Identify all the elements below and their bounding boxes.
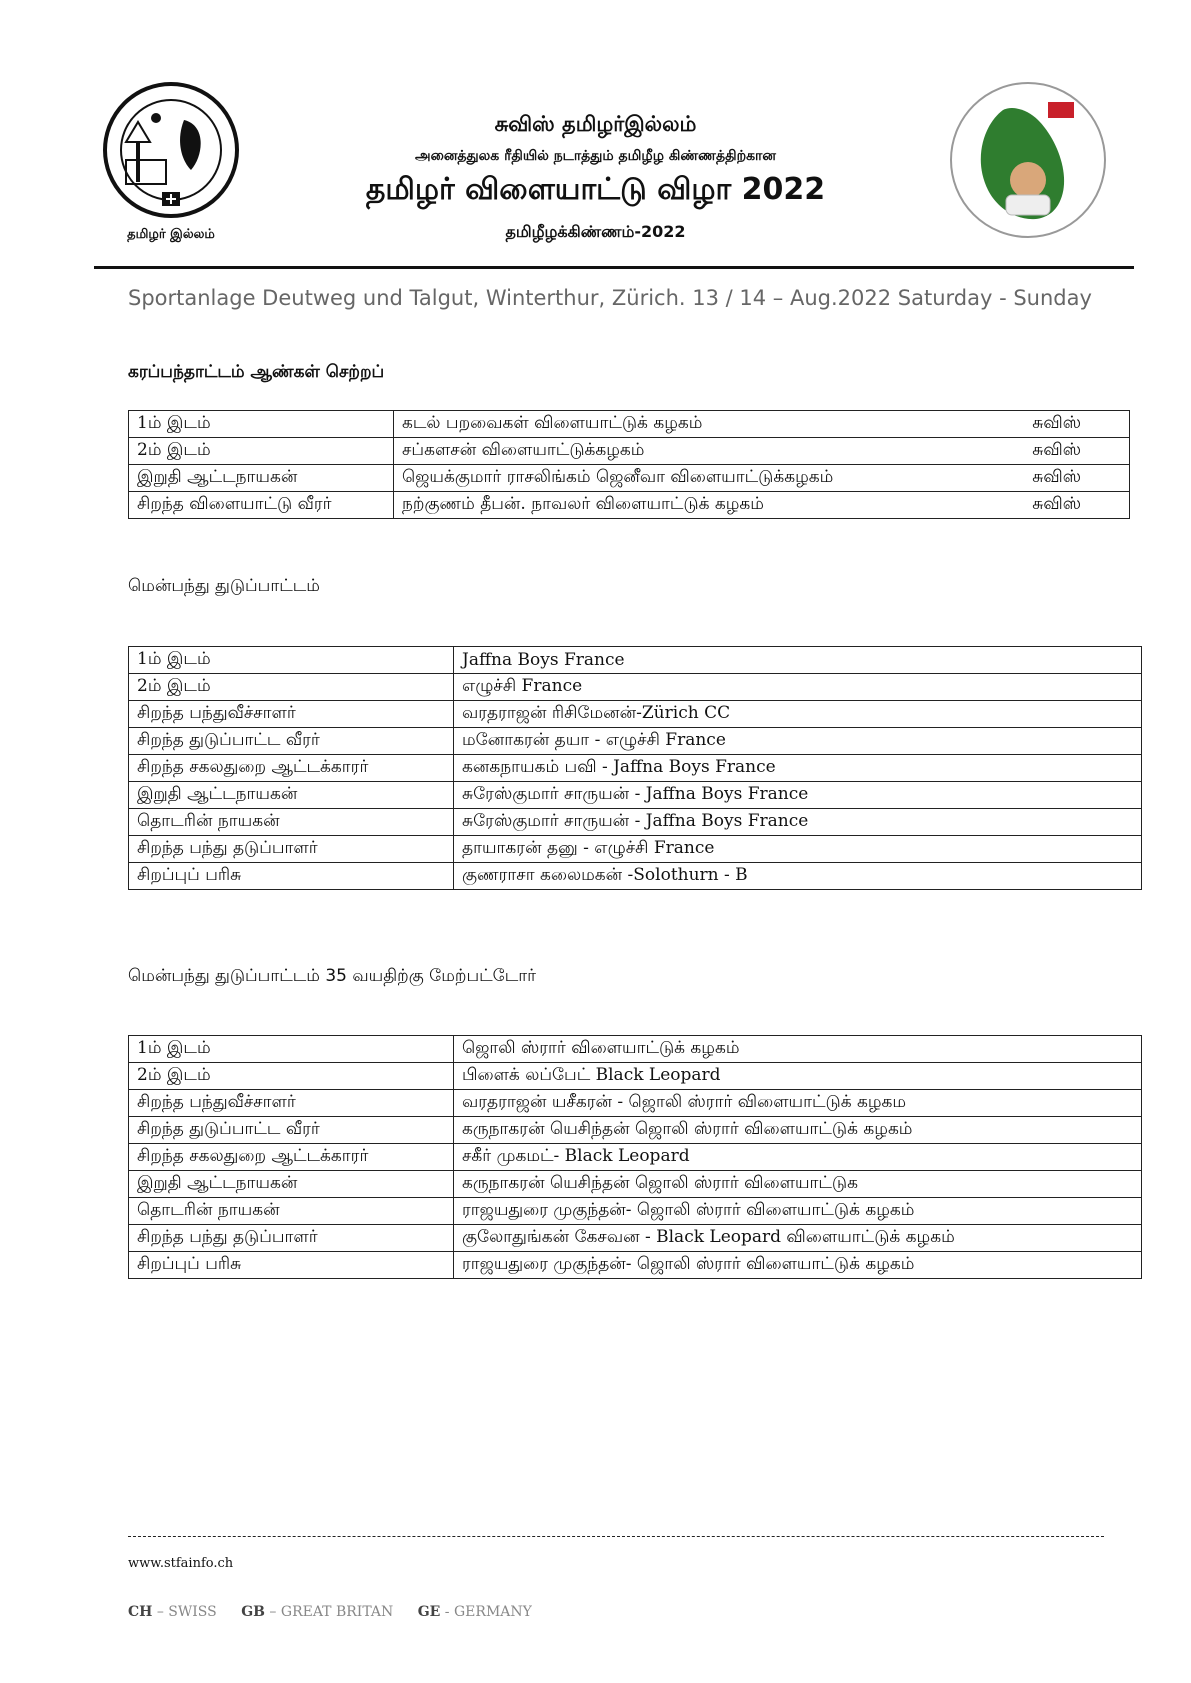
- venue-line: Sportanlage Deutweg und Talgut, Winterthur, Zürich. 13 / 14 – Aug.2022 Saturday - Sunday: [128, 286, 1092, 310]
- table-row: [129, 863, 1142, 890]
- legend-country: GREAT BRITAN: [280, 1604, 394, 1620]
- table-row: [129, 1117, 1142, 1144]
- award-label: சிறந்த பந்து தடுப்பாளர்: [129, 836, 454, 863]
- winner-cell: [394, 465, 1130, 492]
- winner-name: சப்களசன் விளையாட்டுக்கழகம்: [402, 440, 645, 460]
- award-label: சிறந்த பந்துவீச்சாளர்: [129, 701, 454, 728]
- winner-name: கருநாகரன் யெசிந்தன் ஜொலி ஸ்ரார் விளையாட்டுக் கழகம்: [454, 1117, 1142, 1144]
- winner-name: வரதராஜன் ரிசிமேனன்-Zürich CC: [454, 701, 1142, 728]
- table-row: [129, 411, 1130, 438]
- volleyball-results-table: [128, 410, 1130, 519]
- winner-name: பிளைக் லப்பேட் Black Leopard: [454, 1063, 1142, 1090]
- winner-cell: [394, 411, 1130, 438]
- award-label: 2ம் இடம்: [129, 438, 394, 465]
- table-row: [129, 1252, 1142, 1279]
- winner-name: குலோதுங்கன் கேசவன - Black Leopard விளையாட்டுக் கழகம்: [454, 1225, 1142, 1252]
- section-title-volleyball: கரப்பந்தாட்டம் ஆண்கள் செற்றப்: [128, 362, 385, 382]
- table-row: [129, 1225, 1142, 1252]
- table-row: [129, 755, 1142, 782]
- softball-cricket-results-table: [128, 646, 1142, 890]
- award-label: 1ம் இடம்: [129, 411, 394, 438]
- winner-cell: [394, 492, 1130, 519]
- award-label: 2ம் இடம்: [129, 674, 454, 701]
- award-label: 1ம் இடம்: [129, 1036, 454, 1063]
- table-row: [129, 647, 1142, 674]
- organisation-name: சுவிஸ் தமிழர்இல்லம்: [494, 112, 697, 136]
- winner-name: கடல் பறவைகள் விளையாட்டுக் கழகம்: [402, 413, 703, 433]
- winner-name: சகீர் முகமட்- Black Leopard: [454, 1144, 1142, 1171]
- organisation-subtitle: அனைத்துலக ரீதியில் நடாத்தும் தமிழீழ கிண்ணத்திற்கான: [415, 148, 776, 164]
- legend-country: GERMANY: [454, 1604, 532, 1620]
- winner-name: மனோகரன் தயா - எழுச்சி France: [454, 728, 1142, 755]
- footer-website-link[interactable]: www.stfainfo.ch: [128, 1556, 234, 1571]
- award-label: சிறந்த துடுப்பாட்ட வீரர்: [129, 728, 454, 755]
- award-label: சிறப்புப் பரிசு: [129, 1252, 454, 1279]
- document-header: [0, 0, 1191, 280]
- table-row: [129, 1063, 1142, 1090]
- winner-name: எழுச்சி France: [454, 674, 1142, 701]
- table-row: [129, 674, 1142, 701]
- award-label: தொடரின் நாயகன்: [129, 1198, 454, 1225]
- table-row: [129, 438, 1130, 465]
- table-row: [129, 1036, 1142, 1063]
- legend-separator: –: [264, 1604, 281, 1620]
- award-label: தொடரின் நாயகன்: [129, 809, 454, 836]
- award-label: இறுதி ஆட்டநாயகன்: [129, 1171, 454, 1198]
- legend-item: [128, 1604, 217, 1620]
- legend-item: [241, 1604, 393, 1620]
- winner-name: கருநாகரன் யெசிந்தன் ஜொலி ஸ்ரார் விளையாட்டுக: [454, 1171, 1142, 1198]
- table-row: [129, 836, 1142, 863]
- award-label: இறுதி ஆட்டநாயகன்: [129, 465, 394, 492]
- winner-name: ராஜயதுரை முகுந்தன்- ஜொலி ஸ்ரார் விளையாட்டுக் கழகம்: [454, 1252, 1142, 1279]
- winner-cell: [394, 438, 1130, 465]
- award-label: சிறப்புப் பரிசு: [129, 863, 454, 890]
- winner-name: ராஜயதுரை முகுந்தன்- ஜொலி ஸ்ரார் விளையாட்டுக் கழகம்: [454, 1198, 1142, 1225]
- winner-name: சுரேஸ்குமார் சாருயன் - Jaffna Boys France: [454, 809, 1142, 836]
- legend-code: CH: [128, 1604, 153, 1620]
- legend-item: [418, 1604, 532, 1620]
- winner-name: தாயாகரன் தனு - எழுச்சி France: [454, 836, 1142, 863]
- table-row: [129, 728, 1142, 755]
- footer-divider: [128, 1536, 1104, 1537]
- award-label: சிறந்த துடுப்பாட்ட வீரர்: [129, 1117, 454, 1144]
- map-portrait-logo: [948, 80, 1108, 240]
- legend-code: GE: [417, 1604, 441, 1620]
- table-row: [129, 492, 1130, 519]
- winner-name: கனகநாயகம் பவி - Jaffna Boys France: [454, 755, 1142, 782]
- winner-country: சுவிஸ்: [1032, 440, 1081, 460]
- table-row: [129, 1144, 1142, 1171]
- table-row: [129, 1171, 1142, 1198]
- table-row: [129, 782, 1142, 809]
- award-label: சிறந்த விளையாட்டு வீரர்: [129, 492, 394, 519]
- table-row: [129, 701, 1142, 728]
- winner-name: Jaffna Boys France: [454, 647, 1142, 674]
- legend-separator: -: [440, 1604, 454, 1620]
- table-row: [129, 1090, 1142, 1117]
- section-title-softball-cricket: மென்பந்து துடுப்பாட்டம்: [128, 576, 320, 596]
- table-row: [129, 465, 1130, 492]
- award-label: சிறந்த பந்து தடுப்பாளர்: [129, 1225, 454, 1252]
- legend-country: SWISS: [168, 1604, 217, 1620]
- award-label: இறுதி ஆட்டநாயகன்: [129, 782, 454, 809]
- logo-caption: தமிழர் இல்லம்: [127, 227, 215, 242]
- legend-code: GB: [241, 1604, 265, 1620]
- award-label: சிறந்த பந்துவீச்சாளர்: [129, 1090, 454, 1117]
- section-title-softball-cricket-over-35: மென்பந்து துடுப்பாட்டம் 35 வயதிற்கு மேற்பட்டோர்: [128, 966, 536, 986]
- winner-name: குணராசா கலைமகன் -Solothurn - B: [454, 863, 1142, 890]
- header-rule: [94, 266, 1134, 269]
- winner-country: சுவிஸ்: [1032, 467, 1081, 487]
- legend-separator: –: [152, 1604, 169, 1620]
- award-label: சிறந்த சகலதுறை ஆட்டக்காரர்: [129, 755, 454, 782]
- edition-title: தமிழீழக்கிண்ணம்-2022: [505, 222, 686, 241]
- table-row: [129, 809, 1142, 836]
- softball-cricket-over35-results-table: [128, 1035, 1142, 1279]
- winner-name: ஜொலி ஸ்ரார் விளையாட்டுக் கழகம்: [454, 1036, 1142, 1063]
- award-label: சிறந்த சகலதுறை ஆட்டக்காரர்: [129, 1144, 454, 1171]
- winner-name: ஜெயக்குமார் ராசலிங்கம் ஜெனீவா விளையாட்டுக்கழகம்: [402, 467, 834, 487]
- winner-country: சுவிஸ்: [1032, 494, 1081, 514]
- country-code-legend: [128, 1604, 552, 1620]
- winner-name: வரதராஜன் யசீகரன் - ஜொலி ஸ்ரார் விளையாட்டுக் கழகம: [454, 1090, 1142, 1117]
- table-row: [129, 1198, 1142, 1225]
- winner-country: சுவிஸ்: [1032, 413, 1081, 433]
- award-label: 2ம் இடம்: [129, 1063, 454, 1090]
- winner-name: நற்குணம் தீபன். நாவலர் விளையாட்டுக் கழகம்: [402, 494, 764, 514]
- event-title: தமிழர் விளையாட்டு விழா 2022: [365, 172, 826, 207]
- winner-name: சுரேஸ்குமார் சாருயன் - Jaffna Boys France: [454, 782, 1142, 809]
- award-label: 1ம் இடம்: [129, 647, 454, 674]
